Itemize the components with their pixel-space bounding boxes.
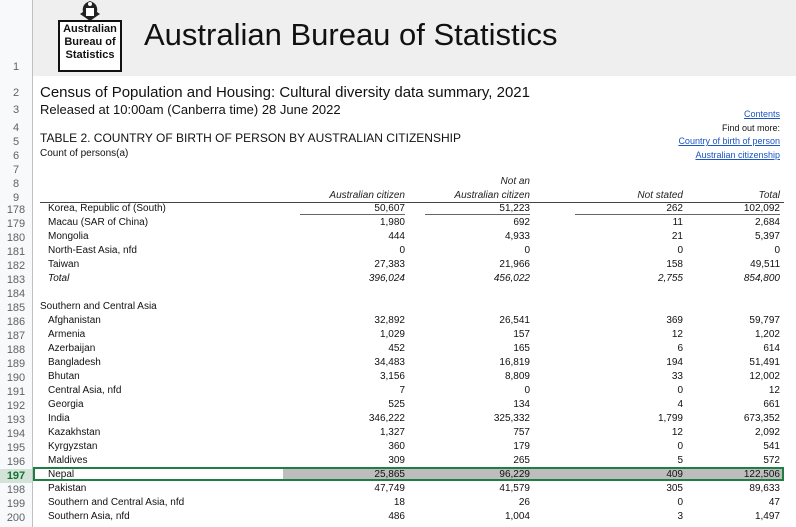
cell-australian-citizen[interactable]: 396,024: [368, 273, 405, 284]
cell-not-stated[interactable]: 0: [677, 441, 683, 452]
cell-not-stated[interactable]: 21: [671, 231, 683, 242]
cell-australian-citizen[interactable]: 486: [388, 511, 405, 522]
row-label[interactable]: Armenia: [48, 329, 86, 340]
row-label[interactable]: Nepal: [48, 469, 75, 480]
cell-not-australian-citizen[interactable]: 26,541: [499, 315, 530, 326]
find-out-more-label: Find out more:: [721, 123, 780, 133]
cell-not-stated[interactable]: 6: [677, 343, 683, 354]
cell-total[interactable]: 102,092: [743, 203, 780, 214]
cell-australian-citizen[interactable]: 32,892: [374, 315, 405, 326]
row-number[interactable]: 187: [6, 330, 26, 342]
cell-australian-citizen[interactable]: 0: [399, 245, 405, 256]
cell-australian-citizen[interactable]: 47,749: [374, 483, 405, 494]
cell-australian-citizen[interactable]: 27,383: [374, 259, 405, 270]
cell-australian-citizen[interactable]: 7: [399, 385, 405, 396]
row-label[interactable]: Macau (SAR of China): [48, 217, 149, 228]
row-number[interactable]: 8: [12, 178, 20, 190]
cell-not-australian-citizen[interactable]: 51,223: [499, 203, 530, 214]
cell-not-australian-citizen[interactable]: 165: [513, 343, 530, 354]
section-heading: Southern and Central Asia: [40, 301, 157, 312]
abs-logo: [56, 0, 126, 73]
cell-not-australian-citizen[interactable]: 325,332: [493, 413, 530, 424]
cell-total[interactable]: 661: [763, 399, 780, 410]
cell-not-australian-citizen[interactable]: 26: [518, 497, 530, 508]
cell-total[interactable]: 614: [763, 343, 780, 354]
cell-total[interactable]: 2,684: [754, 217, 780, 228]
col2-rule: [425, 214, 530, 215]
row-number[interactable]: 6: [12, 150, 20, 162]
row-label[interactable]: Southern and Central Asia, nfd: [48, 497, 185, 508]
row-number[interactable]: 1: [12, 61, 20, 73]
cell-total[interactable]: 49,511: [750, 259, 780, 270]
col1-rule: [300, 214, 405, 215]
cell-not-stated[interactable]: 369: [666, 315, 683, 326]
cell-australian-citizen[interactable]: 1,327: [379, 427, 405, 438]
row-number[interactable]: 180: [6, 232, 26, 244]
row-number[interactable]: 3: [12, 104, 20, 116]
cell-total[interactable]: 5,397: [754, 231, 780, 242]
row-label[interactable]: Korea, Republic of (South): [48, 203, 166, 214]
row-number[interactable]: 196: [6, 456, 26, 468]
col-header-australian-citizen: Australian citizen: [329, 190, 405, 201]
cell-not-stated[interactable]: 4: [677, 399, 683, 410]
cell-not-australian-citizen[interactable]: 1,004: [504, 511, 530, 522]
col-header-not-stated: Not stated: [637, 190, 683, 201]
cell-not-australian-citizen[interactable]: 21,966: [499, 259, 530, 270]
cell-not-australian-citizen[interactable]: 265: [513, 455, 530, 466]
cell-not-australian-citizen[interactable]: 4,933: [504, 231, 530, 242]
cell-not-australian-citizen[interactable]: 96,229: [499, 469, 530, 480]
cell-total[interactable]: 51,491: [749, 357, 780, 368]
row-number[interactable]: 9: [12, 192, 20, 204]
cell-not-stated[interactable]: 305: [666, 483, 683, 494]
col-header-not-australian-citizen: Australian citizen: [454, 190, 530, 201]
row-number[interactable]: 4: [12, 122, 20, 134]
row-number[interactable]: 191: [6, 386, 26, 398]
row-number[interactable]: 199: [6, 498, 26, 510]
cell-australian-citizen[interactable]: 3,156: [379, 371, 405, 382]
cell-not-stated[interactable]: 2,755: [657, 273, 683, 284]
cell-not-stated[interactable]: 0: [677, 497, 683, 508]
row-label[interactable]: Mongolia: [48, 231, 89, 242]
row-number[interactable]: 195: [6, 442, 26, 454]
cell-total[interactable]: 2,092: [754, 427, 780, 438]
cell-not-stated[interactable]: 409: [666, 469, 683, 480]
citizenship-link[interactable]: Australian citizenship: [695, 150, 780, 160]
cell-total[interactable]: 12,002: [749, 371, 780, 382]
cell-australian-citizen[interactable]: 309: [388, 455, 405, 466]
cell-total[interactable]: 12: [768, 385, 780, 396]
row-label[interactable]: Central Asia, nfd: [48, 385, 122, 396]
row-number[interactable]: 200: [6, 512, 26, 524]
cell-australian-citizen[interactable]: 1,980: [379, 217, 405, 228]
cell-not-stated[interactable]: 1,799: [657, 413, 683, 424]
row-number[interactable]: 197: [0, 469, 32, 483]
cell-not-stated[interactable]: 12: [671, 427, 683, 438]
cell-not-australian-citizen[interactable]: 179: [513, 441, 530, 452]
cell-not-stated[interactable]: 3: [677, 511, 683, 522]
cell-not-stated[interactable]: 5: [677, 455, 683, 466]
contents-link[interactable]: Contents: [743, 109, 780, 119]
cell-not-australian-citizen[interactable]: 8,809: [504, 371, 530, 382]
col3-rule: [575, 214, 683, 215]
row-number[interactable]: 178: [6, 204, 26, 216]
row-number[interactable]: 7: [12, 164, 20, 176]
cell-not-stated[interactable]: 33: [671, 371, 683, 382]
cell-not-australian-citizen[interactable]: 692: [513, 217, 530, 228]
cell-total[interactable]: 1,497: [754, 511, 780, 522]
col-header-not-an: Not an: [500, 176, 530, 187]
cell-total[interactable]: 59,797: [749, 315, 780, 326]
row-label[interactable]: North-East Asia, nfd: [48, 245, 137, 256]
org-title: Australian Bureau of Statistics: [144, 17, 558, 52]
row-number[interactable]: 179: [6, 218, 26, 230]
row-number[interactable]: 198: [6, 484, 26, 496]
row-label[interactable]: Kyrgyzstan: [48, 441, 98, 452]
row-label[interactable]: Taiwan: [48, 259, 80, 270]
table-title: TABLE 2. COUNTRY OF BIRTH OF PERSON BY AUSTRALIAN CITIZENSHIP: [40, 131, 461, 145]
row-label[interactable]: Kazakhstan: [48, 427, 101, 438]
cell-australian-citizen[interactable]: 18: [393, 497, 405, 508]
row-label[interactable]: Total: [48, 273, 70, 284]
row-label[interactable]: Southern Asia, nfd: [48, 511, 130, 522]
row-label[interactable]: Azerbaijan: [48, 343, 96, 354]
cell-australian-citizen[interactable]: 444: [388, 231, 405, 242]
row-number[interactable]: 182: [6, 260, 26, 272]
row-label[interactable]: Bhutan: [48, 371, 80, 382]
country-of-birth-link[interactable]: Country of birth of person: [678, 136, 780, 146]
cell-total[interactable]: 673,352: [743, 413, 780, 424]
cell-not-australian-citizen[interactable]: 0: [524, 245, 530, 256]
count-label: Count of persons(a): [40, 148, 129, 159]
cell-not-australian-citizen[interactable]: 757: [513, 427, 530, 438]
cell-not-australian-citizen[interactable]: 16,819: [499, 357, 530, 368]
row-header-column: [0, 0, 33, 527]
coat-of-arms-icon: [74, 0, 106, 22]
cell-australian-citizen[interactable]: 25,865: [374, 469, 405, 480]
row-number[interactable]: 2: [12, 87, 20, 99]
cell-australian-citizen[interactable]: 50,607: [374, 203, 405, 214]
cell-total[interactable]: 1,202: [754, 329, 780, 340]
cell-australian-citizen[interactable]: 452: [388, 343, 405, 354]
row-number[interactable]: 5: [12, 136, 20, 148]
cell-not-stated[interactable]: 12: [671, 329, 683, 340]
cell-australian-citizen[interactable]: 1,029: [379, 329, 405, 340]
row-label[interactable]: Bangladesh: [48, 357, 101, 368]
cell-not-australian-citizen[interactable]: 157: [513, 329, 530, 340]
cell-australian-citizen[interactable]: 346,222: [368, 413, 405, 424]
row-label[interactable]: Pakistan: [48, 483, 87, 494]
cell-total[interactable]: 541: [763, 441, 780, 452]
row-number[interactable]: 184: [6, 288, 26, 300]
cell-not-stated[interactable]: 0: [677, 245, 683, 256]
row-number[interactable]: 189: [6, 358, 26, 370]
cell-total[interactable]: 0: [774, 245, 780, 256]
cell-australian-citizen[interactable]: 34,483: [374, 357, 405, 368]
row-number[interactable]: 186: [6, 316, 26, 328]
row-number[interactable]: 190: [6, 372, 26, 384]
row-label[interactable]: Maldives: [48, 455, 88, 466]
cell-total[interactable]: 122,506: [743, 469, 780, 480]
cell-australian-citizen[interactable]: 360: [388, 441, 405, 452]
row-number[interactable]: 181: [6, 246, 26, 258]
cell-not-australian-citizen[interactable]: 0: [524, 385, 530, 396]
row-number[interactable]: 185: [6, 302, 26, 314]
cell-not-australian-citizen[interactable]: 41,579: [499, 483, 530, 494]
cell-not-stated[interactable]: 0: [677, 385, 683, 396]
row-label[interactable]: Afghanistan: [48, 315, 101, 326]
release-date: Released at 10:00am (Canberra time) 28 June 2022: [40, 102, 341, 117]
cell-not-australian-citizen[interactable]: 134: [513, 399, 530, 410]
cell-not-stated[interactable]: 11: [672, 217, 683, 228]
row-label[interactable]: India: [48, 413, 70, 424]
row-label[interactable]: Georgia: [48, 399, 84, 410]
col-header-total: Total: [758, 190, 780, 201]
logo-text: Australian Bureau of Statistics: [63, 23, 117, 61]
cell-not-stated[interactable]: 262: [666, 203, 683, 214]
row-number[interactable]: 183: [6, 274, 26, 286]
cell-not-stated[interactable]: 194: [666, 357, 683, 368]
row-number[interactable]: 193: [6, 414, 26, 426]
cell-total[interactable]: 47: [768, 497, 780, 508]
cell-total[interactable]: 89,633: [749, 483, 780, 494]
row-number[interactable]: 192: [6, 400, 26, 412]
col4-rule: [680, 214, 780, 215]
census-title: Census of Population and Housing: Cultural diversity data summary, 2021: [40, 84, 530, 101]
cell-total[interactable]: 572: [763, 455, 780, 466]
cell-total[interactable]: 854,800: [743, 273, 780, 284]
row-number[interactable]: 194: [6, 428, 26, 440]
cell-not-stated[interactable]: 158: [666, 259, 683, 270]
cell-australian-citizen[interactable]: 525: [388, 399, 405, 410]
cell-not-australian-citizen[interactable]: 456,022: [493, 273, 530, 284]
row-number[interactable]: 188: [6, 344, 26, 356]
